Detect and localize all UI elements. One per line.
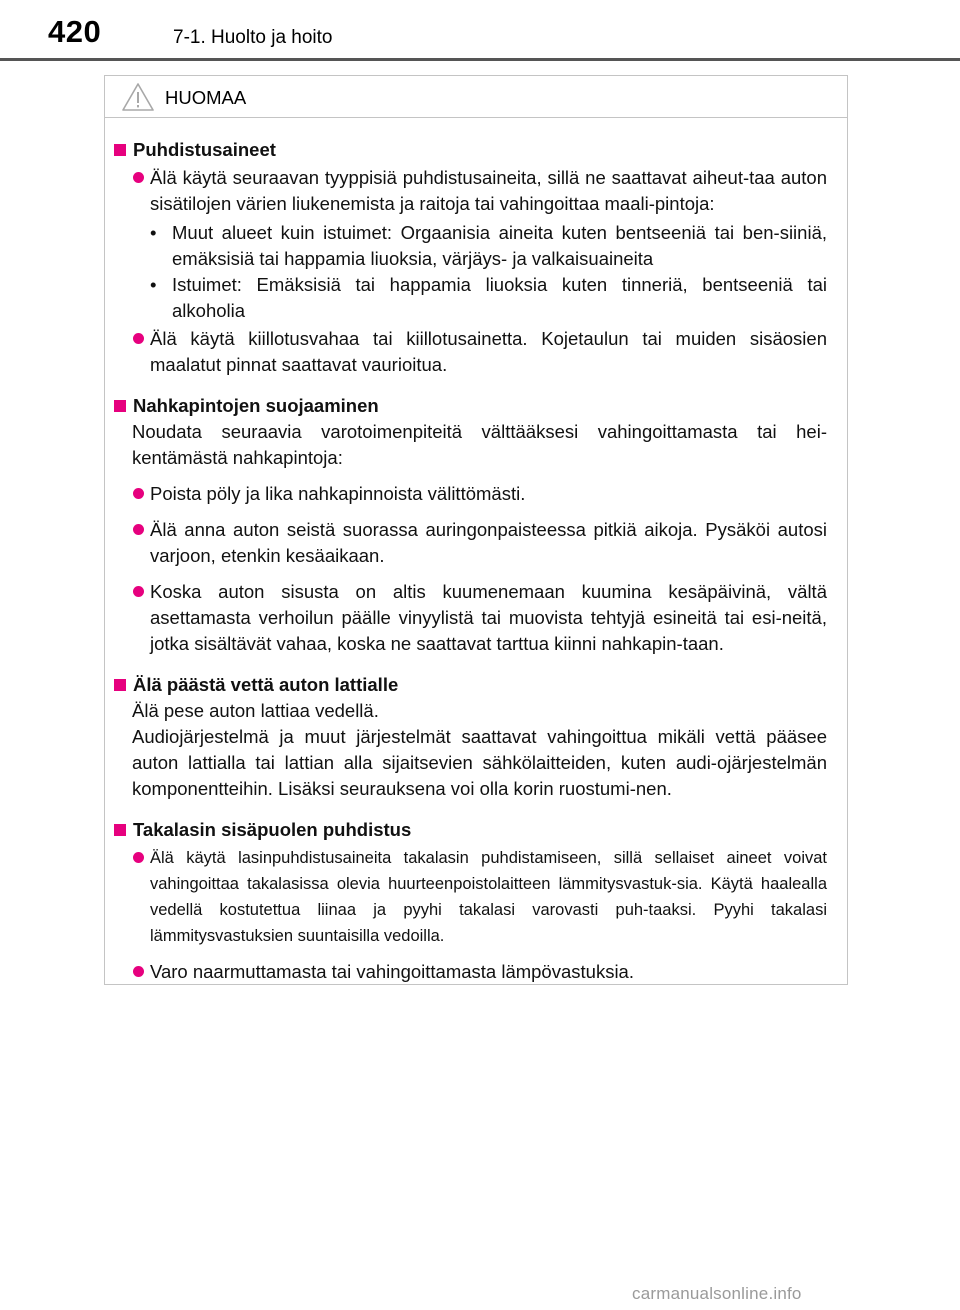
paragraph: Audiojärjestelmä ja muut järjestelmät saattavat vahingoittua mikäli vettä pääsee auton lattialla tai lattian alla sijaitsevien sähkölaitteiden, kuten audi-ojärjestelmän komponentteihin. Lisäksi seurauksena voi olla korin ruostumi-nen. [132, 726, 827, 799]
square-bullet-icon [114, 400, 126, 412]
circle-bullet-icon [133, 172, 144, 183]
heading-text: Älä päästä vettä auton lattialle [133, 674, 399, 695]
section-rear-window [113, 816, 827, 985]
list-item-text: Älä käytä kiillotusvahaa tai kiillotusainetta. Kojetaulun tai muiden sisäosien maalatut pinnat saattavat vaurioitua. [150, 328, 827, 375]
paragraph: Älä pese auton lattiaa vedellä. [132, 700, 379, 721]
section-heading [113, 136, 827, 163]
dot-bullet-icon: • [150, 222, 157, 243]
sub-list-item-text: Muut alueet kuin istuimet: Orgaanisia aineita kuten bentseeniä tai ben-siiniä, emäksisiä tai happamia liuoksia, värjäys- ja valkaisuaineita [172, 222, 827, 269]
sub-list [113, 220, 827, 324]
circle-bullet-icon [133, 524, 144, 535]
sub-list-item [150, 272, 827, 324]
section-heading [113, 392, 827, 419]
list-item [113, 481, 827, 507]
section-cleaning-agents [113, 136, 827, 378]
header-rule [0, 58, 960, 61]
square-bullet-icon [114, 679, 126, 691]
square-bullet-icon [114, 144, 126, 156]
list-item [113, 165, 827, 217]
list-item-text: Poista pöly ja lika nahkapinnoista välittömästi. [150, 483, 526, 504]
notice-box [104, 75, 848, 985]
heading-text: Puhdistusaineet [133, 139, 276, 160]
section-title: 7-1. Huolto ja hoito [173, 27, 333, 48]
sub-list-item-text: Istuimet: Emäksisiä tai happamia liuoksia kuten tinneriä, bentseeniä tai alkoholia [172, 274, 827, 321]
heading-text: Nahkapintojen suojaaminen [133, 395, 379, 416]
paragraph: Noudata seuraavia varotoimenpiteitä välttääksesi vahingoittamasta tai hei-kentämästä nahkapintoja: [132, 421, 827, 468]
section-leather [113, 392, 827, 657]
circle-bullet-icon [133, 966, 144, 977]
square-bullet-icon [114, 824, 126, 836]
warning-triangle-icon [121, 82, 155, 112]
sub-list-item [150, 220, 827, 272]
list-item [113, 517, 827, 569]
dot-bullet-icon: • [150, 274, 157, 295]
notice-title: HUOMAA [165, 87, 247, 108]
circle-bullet-icon [133, 333, 144, 344]
list-item-text: Älä käytä lasinpuhdistusaineita takalasin puhdistamiseen, sillä sellaiset aineet voivat vahingoittaa takalasissa olevia huurteenpoistolaitteen lämmitysvastuk-sia. Käytä haalealla vedellä kostutettua liinaa ja pyyhi takalasi varovasti puh-taaksi. Pyyhi takalasi lämmitysvastuksien suuntaisilla vedoilla. [150, 849, 827, 945]
section-heading [113, 671, 827, 698]
page-header [0, 0, 960, 62]
list-item [113, 845, 827, 949]
list-item [113, 959, 827, 985]
notice-body [105, 118, 847, 985]
watermark: carmanualsonline.info [632, 1284, 802, 1303]
circle-bullet-icon [133, 852, 144, 863]
list-item-text: Koska auton sisusta on altis kuumenemaan kuumina kesäpäivinä, vältä asettamasta verhoilun päälle vinyylistä tai muovista tehtyjä esineitä tai esi-neitä, jotka sisältävät vahaa, koska ne saattavat tarttua kiinni nahkapin-taan. [150, 581, 827, 654]
list-item [113, 326, 827, 378]
list-item-text: Varo naarmuttamasta tai vahingoittamasta lämpövastuksia. [150, 961, 634, 982]
list-item-text: Älä anna auton seistä suorassa auringonpaisteessa pitkiä aikoja. Pysäköi autosi varjoon, etenkin kesäaikaan. [150, 519, 827, 566]
section-heading [113, 816, 827, 843]
circle-bullet-icon [133, 488, 144, 499]
list-item [113, 579, 827, 657]
section-floor [113, 671, 827, 802]
list-item-text: Älä käytä seuraavan tyyppisiä puhdistusaineita, sillä ne saattavat aiheut-taa auton sisätilojen värien liukenemista ja raitoja tai vahingoittaa maali-pintoja: [150, 167, 827, 214]
heading-text: Takalasin sisäpuolen puhdistus [133, 819, 412, 840]
page-number: 420 [48, 14, 102, 49]
notice-header [105, 76, 847, 118]
circle-bullet-icon [133, 586, 144, 597]
